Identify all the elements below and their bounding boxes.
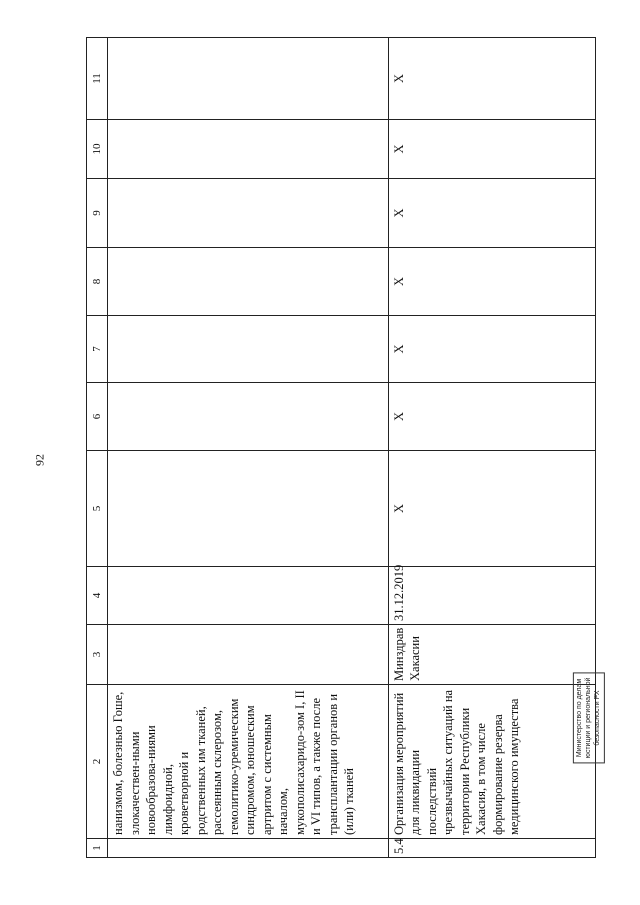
description-cell: Организация мероприятий для ликвидации последствий чрезвычайных ситуаций на территории Республики Хакасия, в том числе формирование резерва медицинского имущества	[388, 685, 595, 839]
value-cell: X	[388, 179, 595, 248]
row-number-cell: 5.4	[388, 839, 595, 858]
stamp-box	[573, 673, 605, 764]
value-cell: X	[388, 120, 595, 179]
header-cell: 11	[87, 38, 108, 120]
stamp-line: юстиции и региональной	[584, 677, 592, 759]
header-cell: 10	[87, 120, 108, 179]
header-cell: 5	[87, 451, 108, 567]
responsible-cell	[108, 625, 389, 685]
value-cell	[108, 383, 389, 451]
value-cell	[108, 38, 389, 120]
header-cell: 6	[87, 383, 108, 451]
value-cell: X	[388, 316, 595, 383]
rotated-table-container	[86, 38, 596, 858]
table-row	[388, 38, 595, 858]
program-table	[86, 37, 596, 858]
header-cell: 9	[87, 179, 108, 248]
table-row	[108, 38, 389, 858]
page-number-text: 92	[32, 454, 47, 466]
value-cell: X	[388, 38, 595, 120]
description-cell: нанизмом, болезнью Гоше, злокачествен-ными новообразова-ниями лимфоидной, кроветворной и родственных им тканей, рассеянным склерозом, гемолитико-уремическим синдромом, юношеским артритом с системным началом, мукополисахаридо-зом I, II и VI типов, а также после трансплантации органов и (или) тканей	[108, 685, 389, 839]
header-cell: 8	[87, 248, 108, 316]
value-cell	[108, 120, 389, 179]
header-row	[87, 38, 108, 858]
value-cell	[108, 179, 389, 248]
value-cell: X	[388, 451, 595, 567]
responsible-cell: Минздрав Хакасии	[388, 625, 595, 685]
date-cell	[108, 567, 389, 625]
value-cell	[108, 316, 389, 383]
header-cell: 3	[87, 625, 108, 685]
header-cell: 4	[87, 567, 108, 625]
value-cell	[108, 451, 389, 567]
header-cell: 2	[87, 685, 108, 839]
row-number-cell	[108, 839, 389, 858]
value-cell: X	[388, 248, 595, 316]
header-cell: 1	[87, 839, 108, 858]
value-cell	[108, 248, 389, 316]
stamp-line: Министерство по делам	[575, 678, 583, 758]
value-cell: X	[388, 383, 595, 451]
stamp-line: безопасности РХ	[593, 690, 601, 746]
header-cell: 7	[87, 316, 108, 383]
date-cell: 31.12.2019	[388, 567, 595, 625]
